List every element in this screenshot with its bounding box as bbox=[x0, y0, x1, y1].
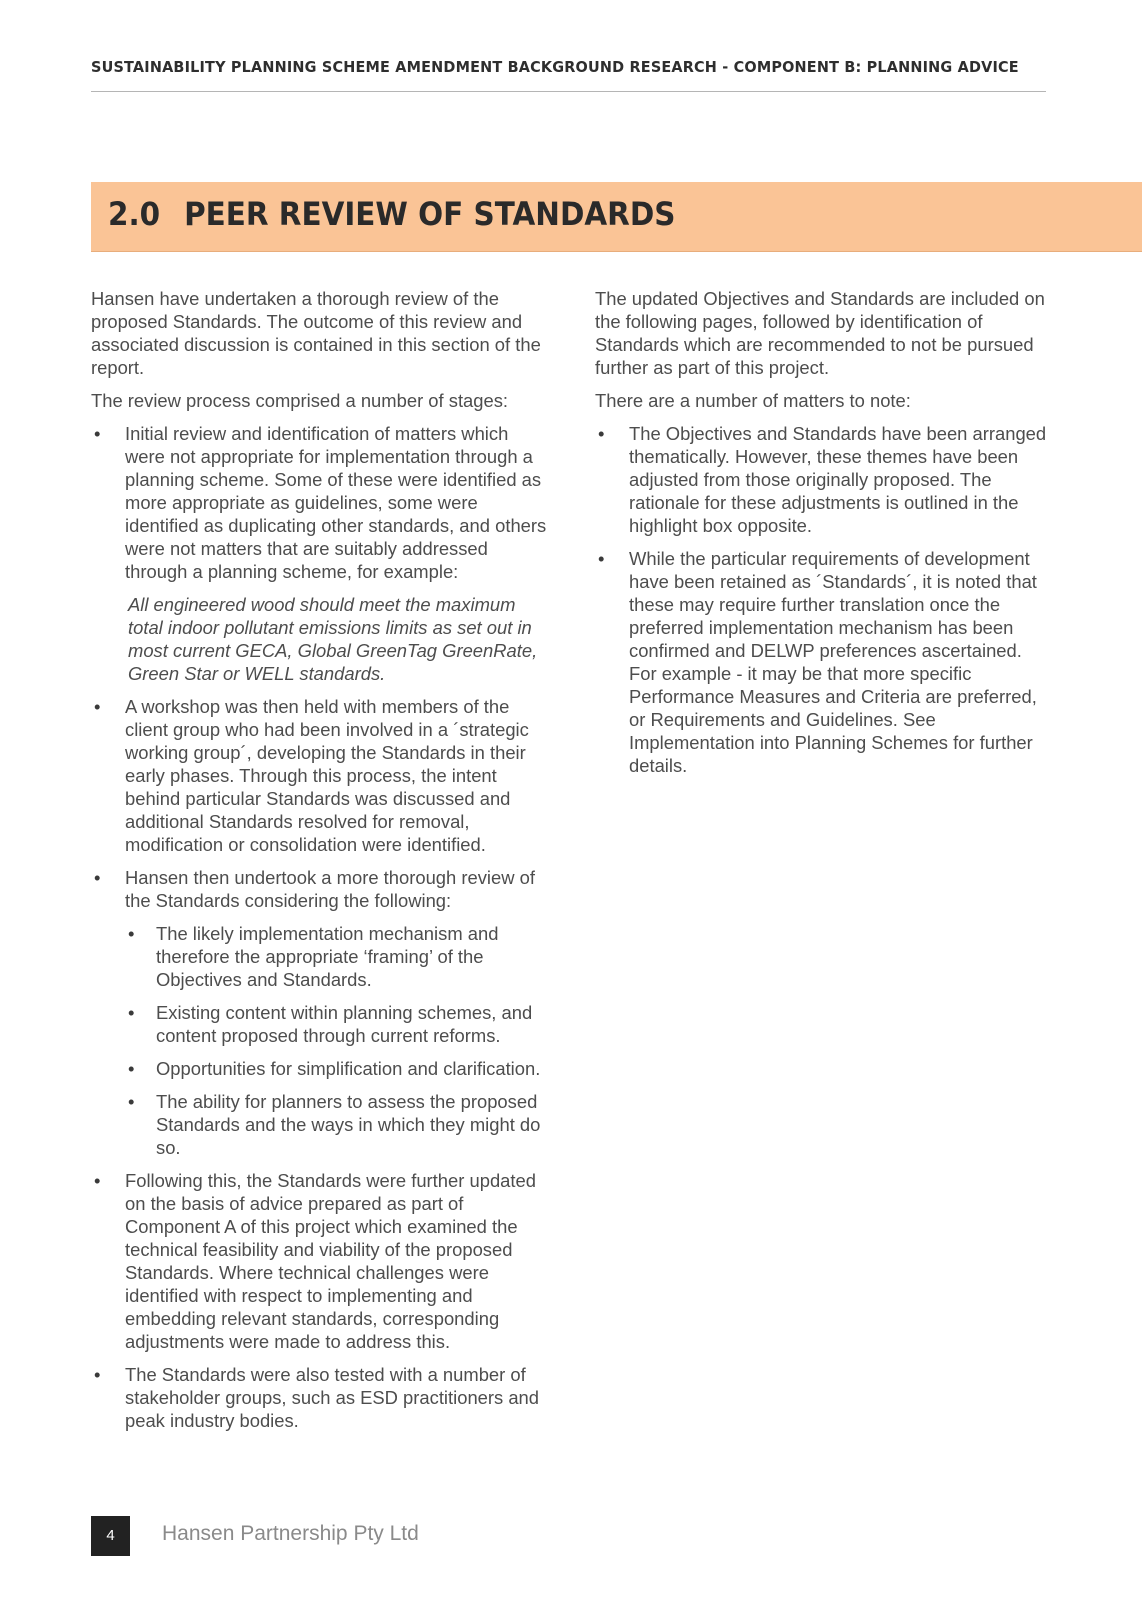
sublist-item: • The ability for planners to assess the proposed Standards and the ways in which they might do so. bbox=[125, 1090, 549, 1159]
sublist-item: • Existing content within planning schemes, and content proposed through current reforms. bbox=[125, 1001, 549, 1047]
list-item bbox=[91, 866, 549, 1159]
footer-company-name: Hansen Partnership Pty Ltd bbox=[162, 1522, 419, 1545]
stages-lead-paragraph: The review process comprised a number of stages: bbox=[91, 390, 509, 411]
list-item-text: • The Standards were also tested with a number of stakeholder groups, such as ESD practitioners and peak industry bodies. bbox=[125, 1364, 540, 1431]
section-heading-band bbox=[91, 182, 1142, 252]
sublist-item: • Opportunities for simplification and clarification. bbox=[125, 1057, 549, 1080]
intro-paragraph: Hansen have undertaken a thorough review of the proposed Standards. The outcome of this review and associated discussion is contained in this section of the report. bbox=[91, 288, 541, 378]
section-title-text: PEER REVIEW OF STANDARDS bbox=[184, 195, 676, 233]
list-item-text: • Following this, the Standards were further updated on the basis of advice prepared as part of Component A of this project which examined the technical feasibility and viability of the proposed Standards. Where technical challenges were identified with respect to implementing and embedding relevant standards, corresponding adjustments were made to address this. bbox=[125, 1170, 536, 1352]
right-column bbox=[595, 287, 1053, 787]
page-number: 4 bbox=[91, 1516, 130, 1556]
header-divider bbox=[91, 91, 1046, 92]
running-header: SUSTAINABILITY PLANNING SCHEME AMENDMENT BACKGROUND RESEARCH - COMPONENT B: PLANNING ADVICE bbox=[91, 58, 1019, 76]
section-number: 2.0 bbox=[108, 195, 161, 233]
list-item bbox=[91, 1363, 549, 1432]
list-item-text: • A workshop was then held with members of the client group who had been involved in a ´strategic working group´, developing the Standards in their early phases. Through this process, the intent behind particular Standards was discussed and additional Standards resolved for removal, modification or consolidation were identified. bbox=[125, 696, 529, 855]
considerations-sublist bbox=[125, 922, 549, 1159]
list-item-text: • Hansen then undertook a more thorough review of the Standards considering the following: bbox=[125, 867, 535, 911]
list-item: • The Objectives and Standards have been arranged thematically. However, these themes have been adjusted from those originally proposed. The rationale for these adjustments is outlined in the highlight box opposite. bbox=[595, 422, 1053, 537]
list-item bbox=[91, 422, 549, 685]
list-item bbox=[91, 695, 549, 856]
stages-list bbox=[91, 422, 549, 1432]
matters-list bbox=[595, 422, 1053, 777]
section-title bbox=[108, 195, 675, 233]
matters-lead-paragraph: There are a number of matters to note: bbox=[595, 390, 911, 411]
sublist-item: • The likely implementation mechanism and therefore the appropriate ‘framing’ of the Objectives and Standards. bbox=[125, 922, 549, 991]
updated-standards-paragraph: The updated Objectives and Standards are included on the following pages, followed by identification of Standards which are recommended to not be pursued further as part of this project. bbox=[595, 288, 1045, 378]
list-item bbox=[91, 1169, 549, 1353]
list-item: • While the particular requirements of development have been retained as ´Standards´, it is noted that these may require further translation once the preferred implementation mechanism has been confirmed and DELWP preferences ascertained. For example - it may be that more specific Performance Measures and Criteria are preferred, or Requirements and Guidelines. See Implementation into Planning Schemes for further details. bbox=[595, 547, 1053, 777]
example-quote: All engineered wood should meet the maximum total indoor pollutant emissions limits as set out in most current GECA, Global GreenTag GreenRate, Green Star or WELL standards. bbox=[128, 594, 538, 684]
list-item-text: • Initial review and identification of matters which were not appropriate for implementation through a planning scheme. Some of these were identified as more appropriate as guidelines, some were identified as duplicating other standards, and others were not matters that are suitably addressed through a planning scheme, for example: bbox=[125, 423, 547, 582]
left-column bbox=[91, 287, 549, 1442]
